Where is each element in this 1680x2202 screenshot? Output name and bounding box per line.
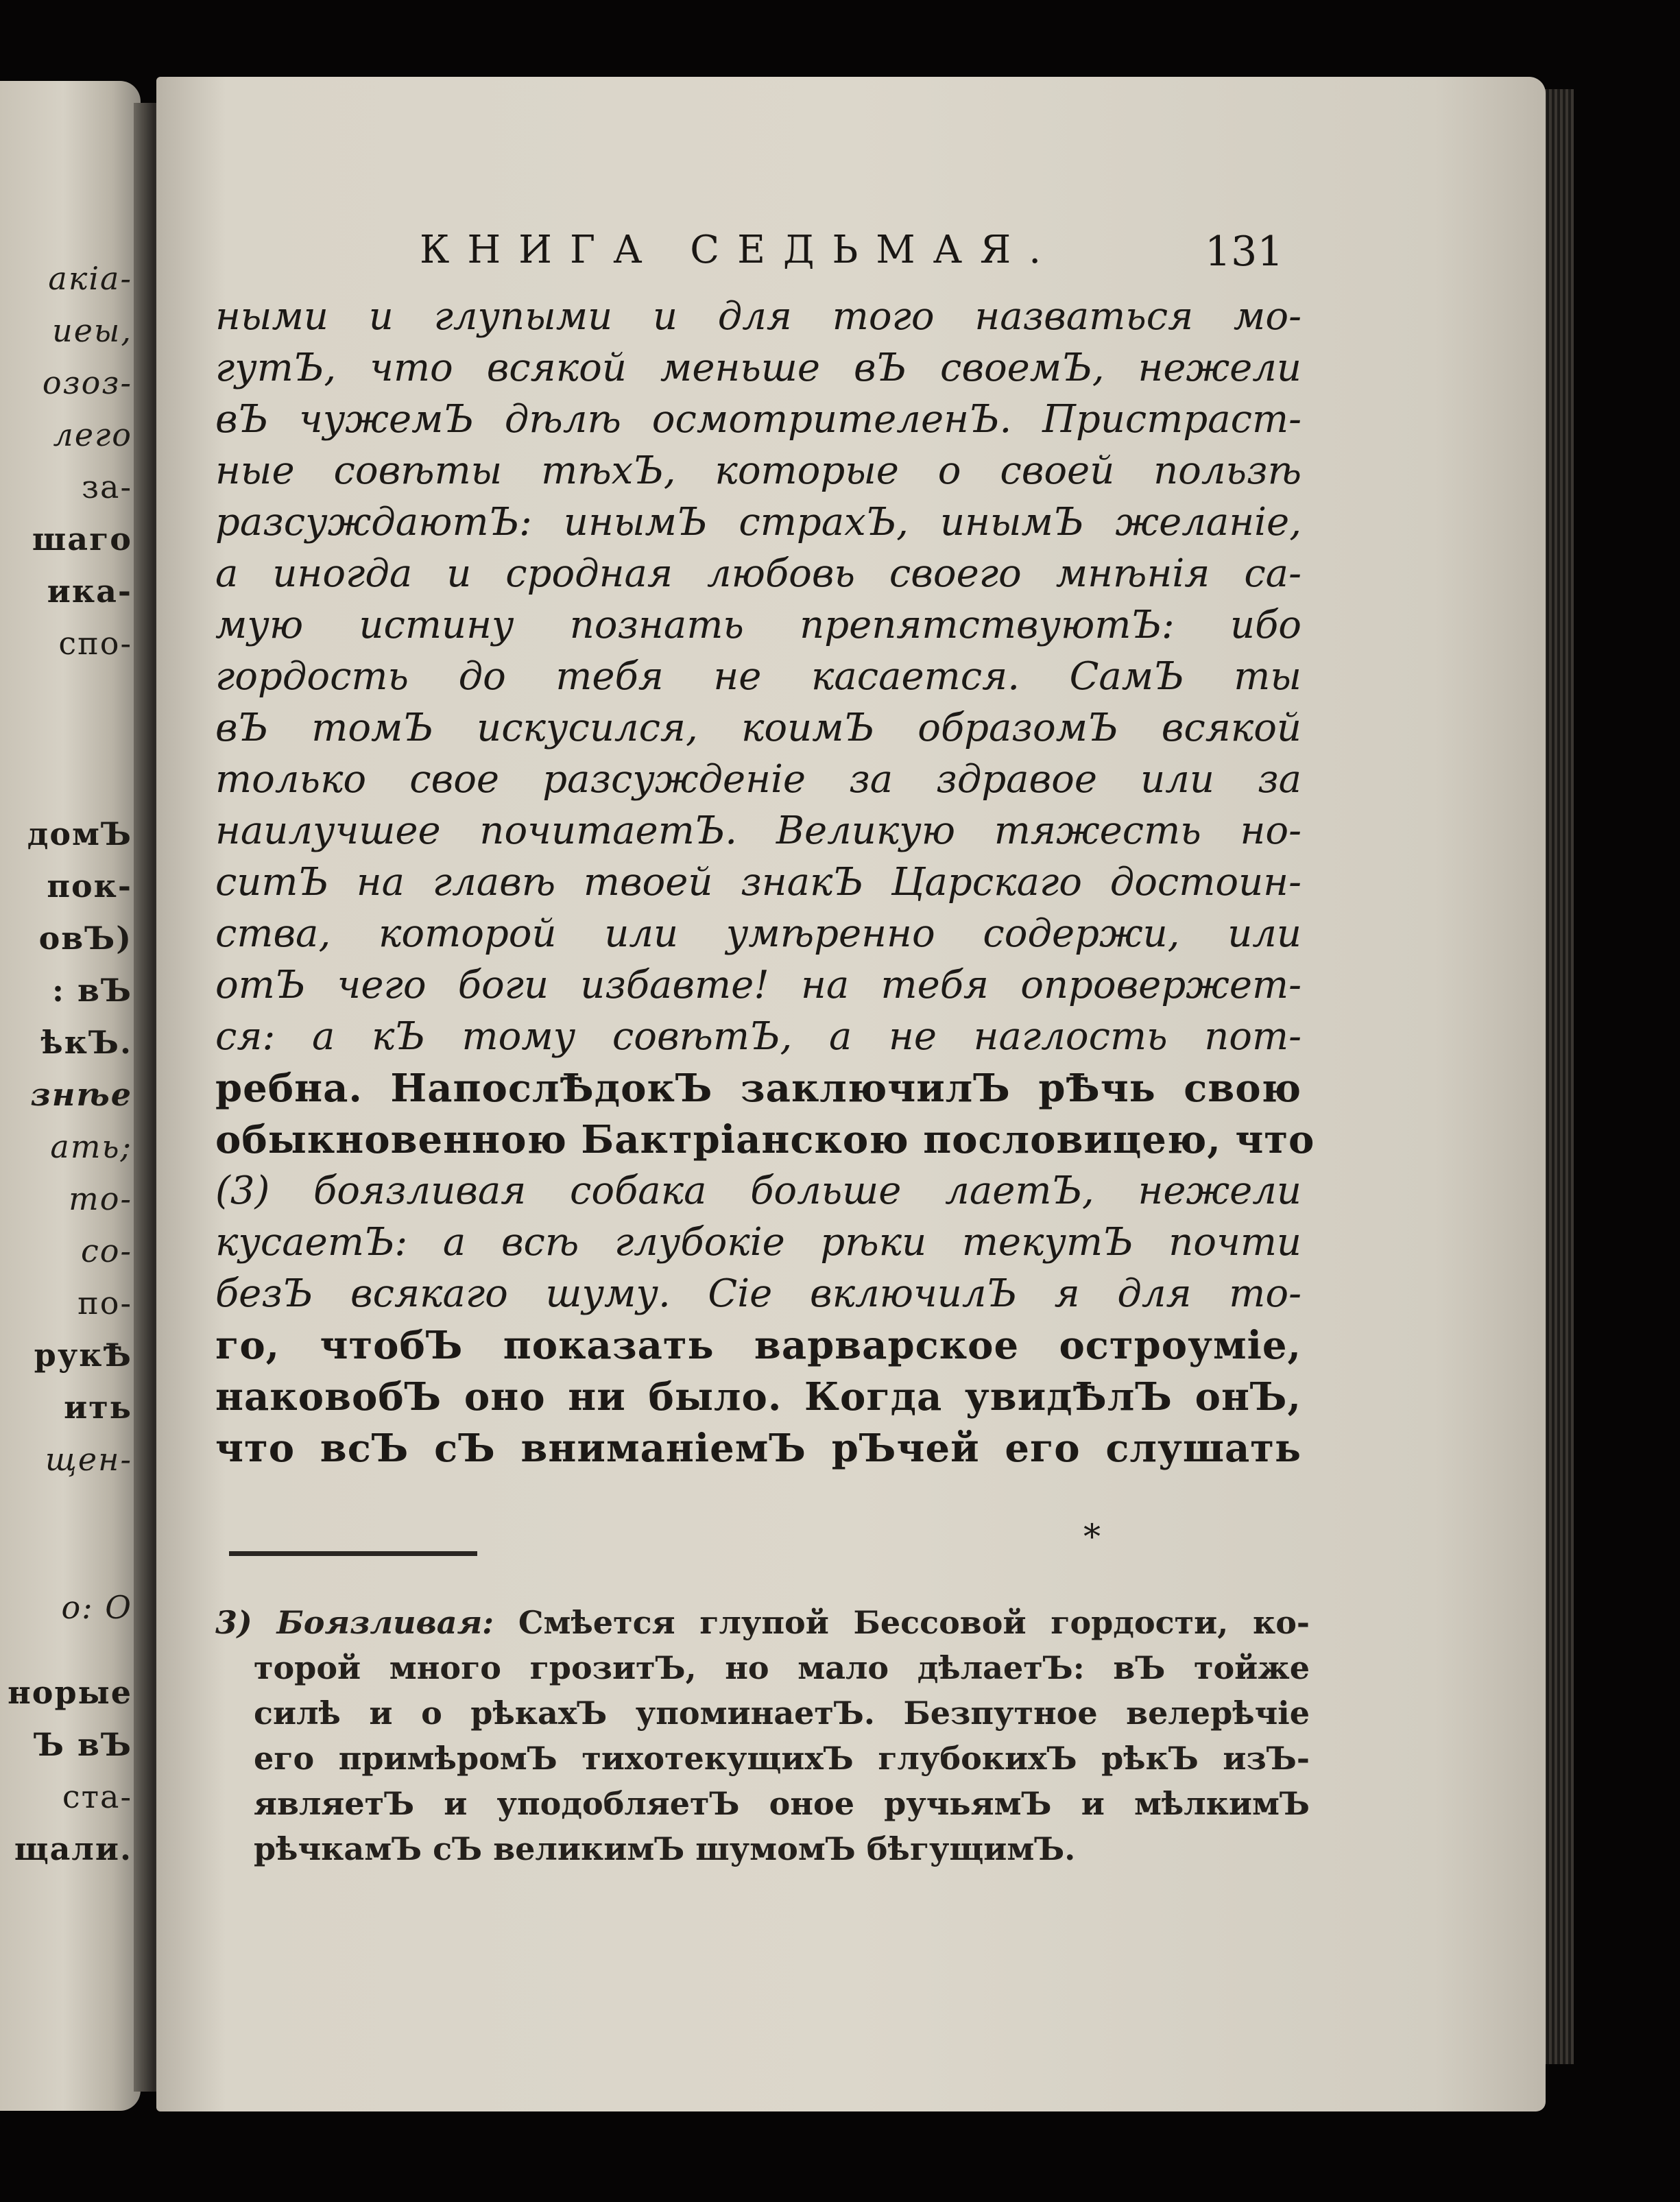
running-head: КНИГА СЕДЬМАЯ.: [420, 228, 1059, 272]
left-page-line: иеы,: [52, 312, 132, 349]
body-line: ся: а кЪ тому совѣтЪ, а не наглость пот-: [215, 1014, 1301, 1059]
body-line: отЪ чего боги избавте! на тебя опровержет-: [215, 963, 1301, 1007]
body-line: мую истину познать препятствуютЪ: ибо: [215, 603, 1301, 647]
body-line: наилучшее почитаетЪ. Великую тяжесть но-: [215, 809, 1301, 853]
left-page-line: пок-: [47, 867, 132, 905]
left-page-line: ѣкЪ.: [40, 1024, 132, 1061]
left-page-line: щали.: [14, 1830, 132, 1867]
left-page-line: по-: [77, 1284, 132, 1321]
body-line: ства, которой или умѣренно содержи, или: [215, 911, 1301, 956]
body-line: ребна. НапослѢдокЪ заключилЪ рѢчь свою: [215, 1066, 1301, 1111]
body-line: гутЪ, что всякой меньше вЪ своемЪ, нежели: [215, 346, 1301, 390]
left-page-line: ать;: [50, 1128, 132, 1165]
left-page-line: домЪ: [27, 815, 132, 852]
left-page-line: ста-: [62, 1778, 132, 1815]
body-line: ные совѣты тѣхЪ, которые о своей пользѣ: [215, 448, 1301, 493]
left-page-line: : вЪ: [52, 972, 132, 1009]
left-page-line: лего: [53, 416, 132, 453]
body-line: обыкновенною Бактріанскою пословицею, что: [215, 1117, 1315, 1162]
left-page-line: овЪ): [38, 920, 132, 957]
left-page-line: то-: [69, 1180, 132, 1217]
body-line: а иногда и сродная любовь своего мнѣнія са-: [215, 551, 1301, 596]
left-page-line: ить: [64, 1389, 132, 1426]
body-line: только свое разсужденіе за здравое или за: [215, 757, 1301, 802]
left-page-line: Ъ вЪ: [34, 1726, 132, 1763]
body-line: ситЪ на главѣ твоей знакЪ Царскаго достоин-: [215, 860, 1301, 905]
body-line: что всЪ сЪ вниманіемЪ рЪчей его слушать: [215, 1426, 1301, 1471]
left-page-line: акіа-: [48, 260, 132, 297]
left-page-line: шаго: [32, 520, 132, 558]
footnote-line: являетЪ и уподобляетЪ оное ручьямЪ и мѣлкимЪ: [254, 1785, 1310, 1822]
left-page-line: о: О: [61, 1589, 132, 1626]
left-page-line: рукѢ: [34, 1337, 132, 1374]
footnote-line: торой много грозитЪ, но мало дѣлаетЪ: вЪ тойже: [254, 1649, 1310, 1686]
body-line: ными и глупыми и для того назваться мо-: [215, 294, 1301, 339]
footnote-line: его примѣромЪ тихотекущихЪ глубокихЪ рѣкЪ изЪ-: [254, 1740, 1310, 1777]
footnote-text: Смѣется глупой Бессовой гордости, ко-: [518, 1604, 1310, 1641]
left-page-line: щен-: [45, 1441, 132, 1478]
footnote-line: рѣчкамЪ сЪ великимЪ шумомЪ бѣгущимЪ.: [254, 1830, 1076, 1867]
left-page-line: со-: [81, 1232, 132, 1269]
footnote-rule: [229, 1551, 477, 1556]
left-page-line: норые: [8, 1674, 132, 1711]
body-line: кусаетЪ: а всѣ глубокіе рѣки текутЪ почти: [215, 1220, 1301, 1265]
left-page-line: озоз-: [42, 364, 132, 401]
body-line: безЪ всякаго шуму. Сіе включилЪ я для то-: [215, 1271, 1301, 1316]
page-header: [0, 228, 1680, 289]
footnote-line: силѣ и о рѣкахЪ упоминаетЪ. Безпутное велерѣчіе: [254, 1695, 1310, 1732]
body-line: разсуждаютЪ: инымЪ страхЪ, инымЪ желаніе,: [215, 500, 1301, 544]
footnote-line: [215, 1603, 1310, 1642]
previous-page-fragment: [0, 81, 141, 2111]
catchword-asterisk: *: [1083, 1517, 1101, 1557]
left-page-line: ика-: [47, 573, 132, 610]
body-line: вЪ чужемЪ дѣлѣ осмотрителенЪ. Пристраст-: [215, 397, 1301, 442]
body-line: наковобЪ оно ни было. Когда увидѢлЪ онЪ,: [215, 1374, 1301, 1420]
body-line: го, чтобЪ показать варварское остроуміе,: [215, 1323, 1301, 1368]
body-line: (3) боязливая собака больше лаетЪ, нежели: [215, 1169, 1301, 1213]
body-line: гордость до тебя не касается. СамЪ ты: [215, 654, 1301, 699]
left-page-line: за-: [81, 468, 132, 505]
left-page-line: знѣе: [30, 1076, 132, 1113]
footnote-label: 3) Боязливая:: [215, 1604, 494, 1641]
left-page-line: спо-: [58, 625, 132, 662]
page-number: 131: [1205, 228, 1284, 276]
body-line: вЪ томЪ искусился, коимЪ образомЪ всякой: [215, 706, 1301, 750]
